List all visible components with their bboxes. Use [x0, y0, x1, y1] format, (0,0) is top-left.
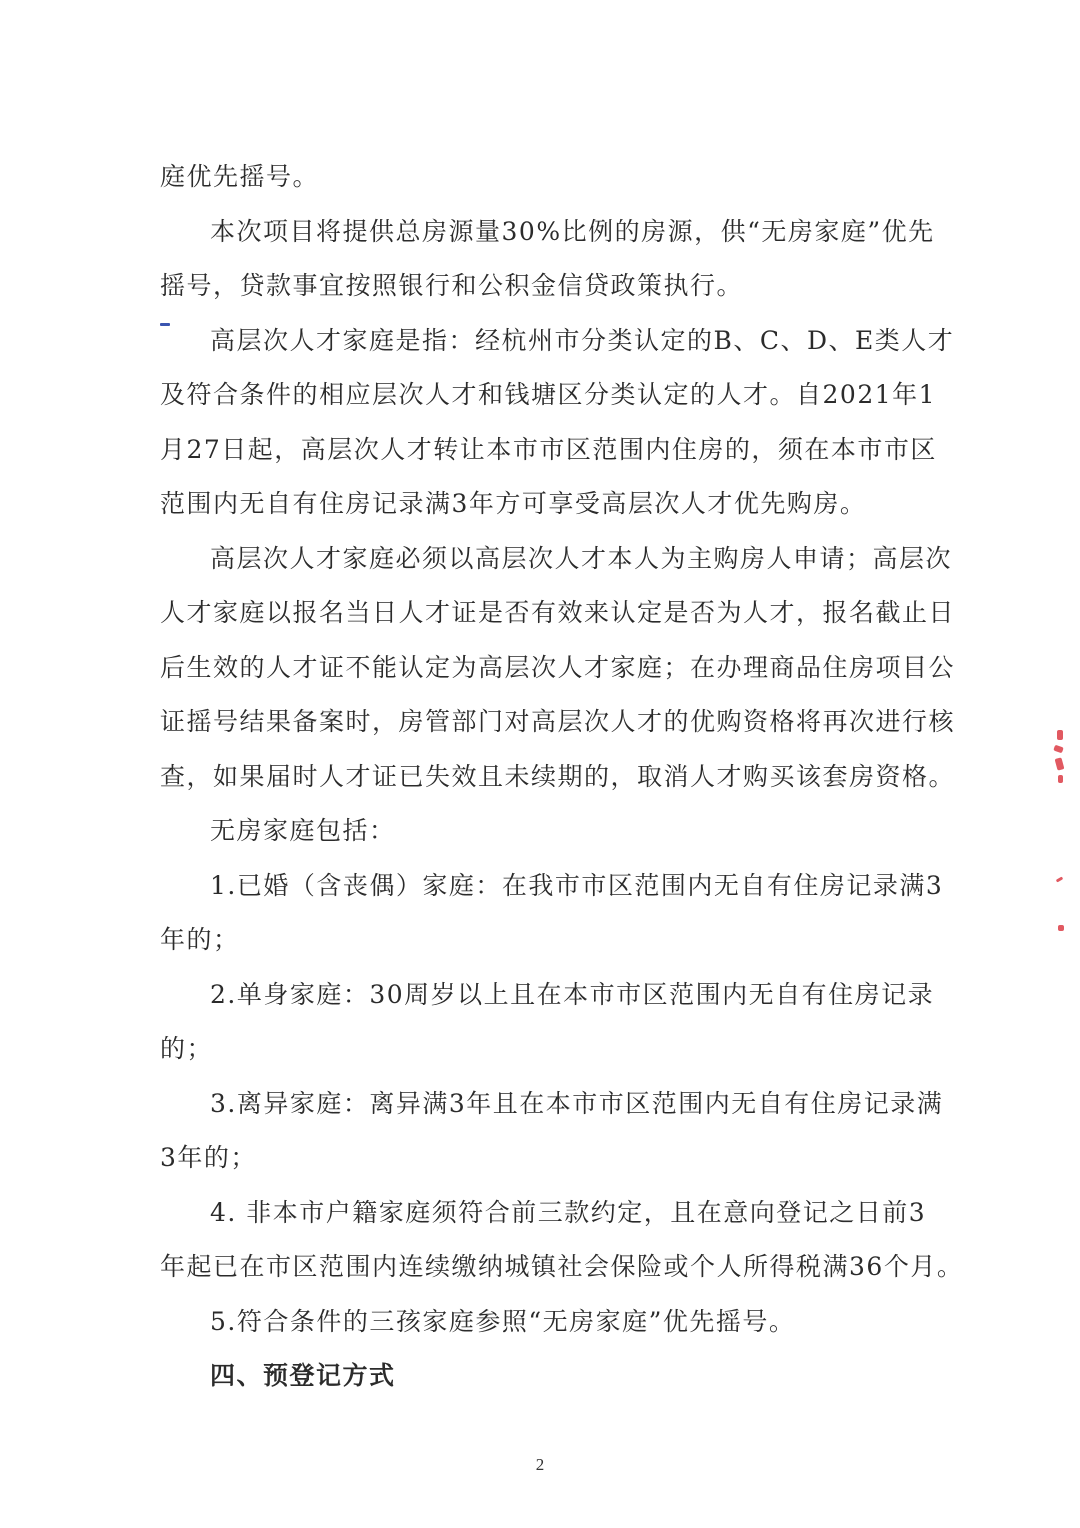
text-line: 月27日起，高层次人才转让本市市区范围内住房的，须在本市市区	[160, 434, 937, 464]
text-line: 查，如果届时人才证已失效且未续期的，取消人才购买该套房资格。	[160, 761, 956, 791]
text-line: 本次项目将提供总房源量30%比例的房源，供“无房家庭”优先	[210, 216, 935, 246]
text-line: 3.离异家庭：离异满3年且在本市市区范围内无自有住房记录满	[210, 1088, 944, 1118]
text-line: 5.符合条件的三孩家庭参照“无房家庭”优先摇号。	[210, 1306, 796, 1336]
text-line: 年的；	[160, 925, 240, 954]
text-line: 摇号，贷款事宜按照银行和公积金信贷政策执行。	[160, 271, 744, 300]
text-line: 的；	[160, 1034, 214, 1063]
text-line: 高层次人才家庭必须以高层次人才本人为主购房人申请；高层次	[210, 543, 953, 573]
text-line: 年起已在市区范围内连续缴纳城镇社会保险或个人所得税满36个月。	[160, 1252, 964, 1281]
text-line: 后生效的人才证不能认定为高层次人才家庭；在办理商品住房项目公	[160, 652, 956, 682]
text-line: 1.已婚（含丧偶）家庭：在我市市区范围内无自有住房记录满3	[210, 870, 944, 900]
text-line: 3年的；	[160, 1143, 257, 1172]
text-line: 人才家庭以报名当日人才证是否有效来认定是否为人才，报名截止日	[160, 598, 956, 627]
text-line: 证摇号结果备案时，房管部门对高层次人才的优购资格将再次进行核	[160, 707, 956, 736]
text-line: 2.单身家庭：30周岁以上且在本市市区范围内无自有住房记录	[210, 979, 935, 1009]
section-heading: 四、预登记方式	[210, 1361, 396, 1390]
text-line: 庭优先摇号。	[160, 162, 320, 191]
text-line: 范围内无自有住房记录满3年方可享受高层次人才优先购房。	[160, 489, 867, 518]
text-line: 无房家庭包括：	[210, 816, 396, 845]
document-body	[160, 150, 964, 1404]
text-line: 及符合条件的相应层次人才和钱塘区分类认定的人才。自2021年1	[160, 380, 937, 409]
text-line: 高层次人才家庭是指：经杭州市分类认定的B、C、D、E类人才	[210, 325, 955, 355]
text-line: 4. 非本市户籍家庭须符合前三款约定，且在意向登记之日前3	[210, 1197, 927, 1227]
page-number: 2	[535, 1455, 545, 1474]
